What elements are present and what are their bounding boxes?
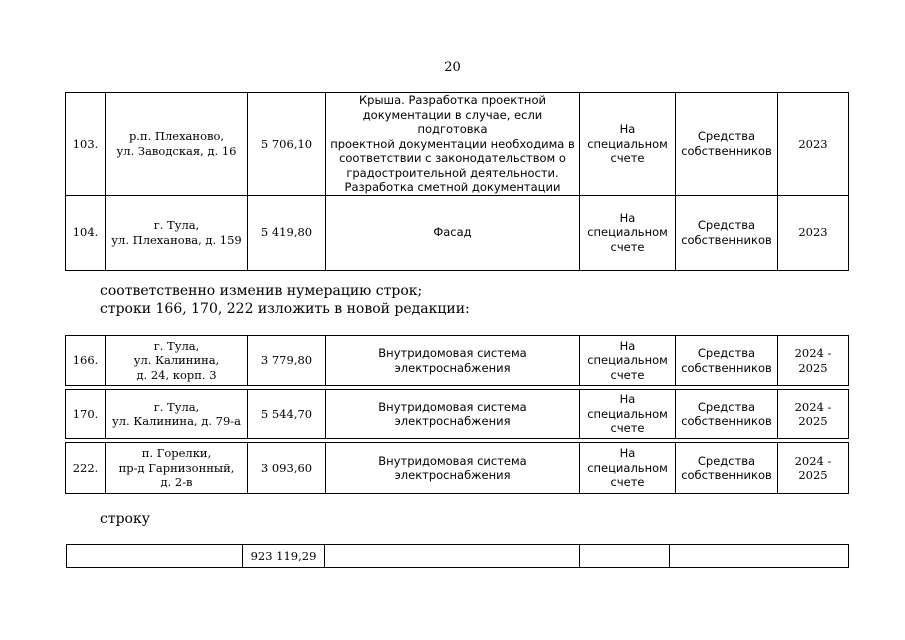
- account-cell: На специальном счете: [580, 336, 676, 386]
- source-cell: Средства собственников: [676, 195, 778, 270]
- paragraph-renumbering: соответственно изменив нумерацию строк;: [100, 283, 423, 299]
- area-cell: 3 779,80: [248, 336, 326, 386]
- row-number: 104.: [66, 195, 106, 270]
- year-cell: 2023: [778, 93, 849, 196]
- source-cell: Средства собственников: [676, 336, 778, 386]
- row-number: 170.: [66, 390, 106, 439]
- total-value-cell: 923 119,29: [243, 545, 325, 568]
- account-cell: На специальном счете: [580, 443, 676, 494]
- year-cell: 2024 - 2025: [778, 390, 849, 439]
- empty-cell: [670, 545, 849, 568]
- address-cell: р.п. Плеханово, ул. Заводская, д. 16: [106, 93, 248, 196]
- area-cell: 5 706,10: [248, 93, 326, 196]
- area-cell: 3 093,60: [248, 443, 326, 494]
- address-cell: п. Горелки, пр-д Гарнизонный, д. 2-в: [106, 443, 248, 494]
- table-row: [66, 195, 849, 270]
- row-table-222: [65, 442, 849, 494]
- source-cell: Средства собственников: [676, 93, 778, 196]
- account-cell: На специальном счете: [580, 195, 676, 270]
- table-row: [66, 336, 849, 386]
- area-cell: 5 419,80: [248, 195, 326, 270]
- paragraph-stroku: строку: [100, 511, 150, 527]
- work-cell: Фасад: [326, 195, 580, 270]
- source-cell: Средства собственников: [676, 390, 778, 439]
- area-cell: 5 544,70: [248, 390, 326, 439]
- row-table-166: [65, 335, 849, 386]
- source-cell: Средства собственников: [676, 443, 778, 494]
- row-table-170: [65, 389, 849, 439]
- total-row: [67, 545, 849, 568]
- address-cell: г. Тула, ул. Плеханова, д. 159: [106, 195, 248, 270]
- year-cell: 2024 - 2025: [778, 336, 849, 386]
- table-row: [66, 93, 849, 196]
- work-cell: Внутридомовая система электроснабжения: [326, 336, 580, 386]
- paragraph-new-rows: строки 166, 170, 222 изложить в новой редакции:: [100, 301, 470, 317]
- table-row: [66, 390, 849, 439]
- row-number: 166.: [66, 336, 106, 386]
- year-cell: 2023: [778, 195, 849, 270]
- account-cell: На специальном счете: [580, 390, 676, 439]
- page-number: 20: [444, 60, 461, 75]
- total-table: [66, 544, 849, 568]
- empty-cell: [325, 545, 580, 568]
- row-number: 222.: [66, 443, 106, 494]
- total-label-cell: [67, 545, 243, 568]
- address-cell: г. Тула, ул. Калинина, д. 24, корп. 3: [106, 336, 248, 386]
- year-cell: 2024 - 2025: [778, 443, 849, 494]
- row-number: 103.: [66, 93, 106, 196]
- top-table: [65, 92, 849, 271]
- work-cell: Внутридомовая система электроснабжения: [326, 390, 580, 439]
- account-cell: На специальном счете: [580, 93, 676, 196]
- work-cell: Внутридомовая система электроснабжения: [326, 443, 580, 494]
- empty-cell: [580, 545, 670, 568]
- table-row: [66, 443, 849, 494]
- address-cell: г. Тула, ул. Калинина, д. 79-а: [106, 390, 248, 439]
- work-cell: Крыша. Разработка проектной документации в случае, если подготовка проектной документации необходима в соответствии с законодательством о градостроительной деятельности. Разработка сметной документации: [326, 93, 580, 196]
